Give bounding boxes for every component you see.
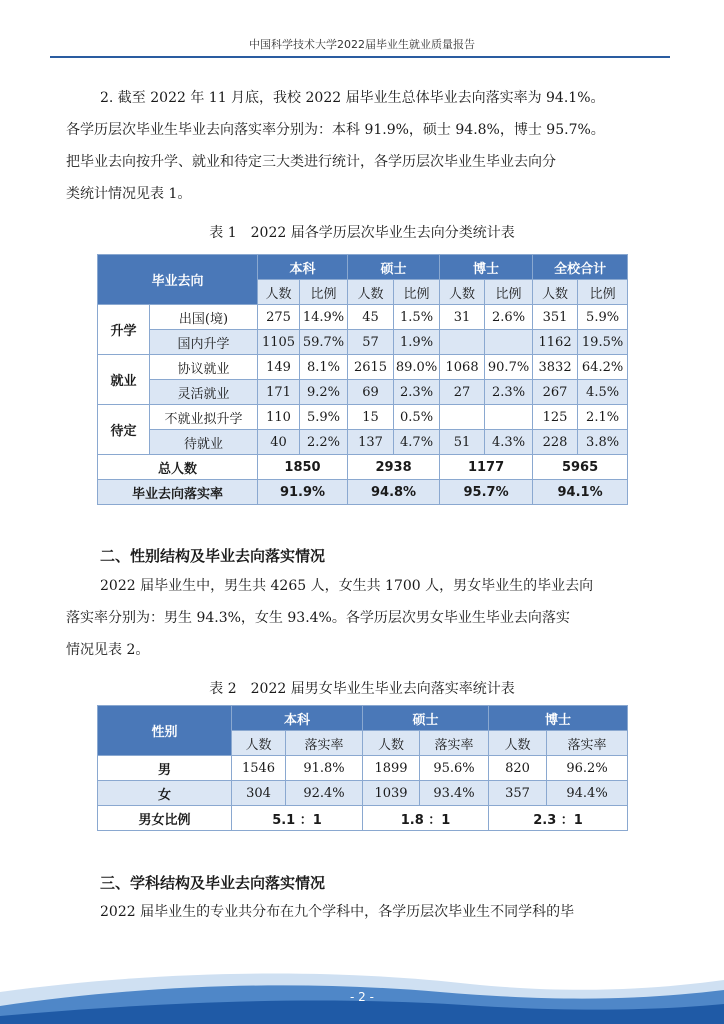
section-heading: 二、性别结构及毕业去向落实情况 bbox=[100, 547, 326, 565]
table-cell: 1039 bbox=[363, 781, 420, 806]
table2-group-header: 博士 bbox=[489, 706, 628, 731]
table-cell: 137 bbox=[348, 430, 394, 455]
footer-wave bbox=[0, 950, 724, 1024]
table-cell: 4.5% bbox=[578, 380, 628, 405]
paragraph-line: 2. 截至 2022 年 11 月底，我校 2022 届毕业生总体毕业去向落实率为 94.1%。 bbox=[100, 90, 605, 106]
table-row bbox=[98, 405, 628, 430]
paragraph-line: 2022 届毕业生中，男生共 4265 人，女生共 1700 人，男女毕业生的毕业去向 bbox=[100, 578, 594, 594]
table2 bbox=[97, 705, 628, 831]
table1-group-header: 全校合计 bbox=[533, 255, 628, 280]
table2-subheader: 人数 bbox=[363, 731, 420, 756]
table-row bbox=[98, 781, 628, 806]
table-cell: 2.2% bbox=[300, 430, 348, 455]
table-row bbox=[98, 480, 628, 505]
table-cell: 45 bbox=[348, 305, 394, 330]
table1-subheader: 比例 bbox=[394, 280, 440, 305]
table-cell bbox=[485, 405, 533, 430]
table1-category: 升学 bbox=[98, 305, 150, 355]
table2-subheader: 落实率 bbox=[286, 731, 363, 756]
table-cell: 69 bbox=[348, 380, 394, 405]
table-cell: 820 bbox=[489, 756, 547, 781]
table-cell: 90.7% bbox=[485, 355, 533, 380]
table-cell: 89.0% bbox=[394, 355, 440, 380]
table-cell bbox=[440, 330, 485, 355]
table-cell: 2938 bbox=[348, 455, 440, 480]
table2-caption: 表 2 2022 届男女毕业生毕业去向落实率统计表 bbox=[209, 681, 515, 697]
table-cell: 3.8% bbox=[578, 430, 628, 455]
table-cell: 1.9% bbox=[394, 330, 440, 355]
table1-row-label: 灵活就业 bbox=[150, 380, 258, 405]
table-cell: 96.2% bbox=[547, 756, 628, 781]
table-cell: 57 bbox=[348, 330, 394, 355]
table-cell: 9.2% bbox=[300, 380, 348, 405]
table-cell: 357 bbox=[489, 781, 547, 806]
paragraph-text: 落实率分别为：男生 94.3%，女生 93.4%。各学历层次男女毕业生毕业去向落实 bbox=[66, 610, 570, 626]
table-row bbox=[98, 355, 628, 380]
page-number: - 2 - bbox=[350, 990, 374, 1004]
paragraph-line bbox=[66, 602, 660, 634]
table-cell: 94.8% bbox=[348, 480, 440, 505]
table-cell: 0.5% bbox=[394, 405, 440, 430]
table1-corner-header: 毕业去向 bbox=[98, 255, 258, 305]
table-cell: 27 bbox=[440, 380, 485, 405]
table-cell: 267 bbox=[533, 380, 578, 405]
table2-group-header: 本科 bbox=[232, 706, 363, 731]
table-cell: 94.4% bbox=[547, 781, 628, 806]
table-cell: 15 bbox=[348, 405, 394, 430]
table-cell: 110 bbox=[258, 405, 300, 430]
table1-row-label: 国内升学 bbox=[150, 330, 258, 355]
paragraph-text: 把毕业去向按升学、就业和待定三大类进行统计，各学历层次毕业生毕业去向分 bbox=[66, 154, 556, 170]
table2-corner-header: 性别 bbox=[98, 706, 232, 756]
paragraph-text: 情况见表 2。 bbox=[66, 642, 150, 658]
table-cell: 1105 bbox=[258, 330, 300, 355]
table-cell bbox=[440, 405, 485, 430]
table-cell: 149 bbox=[258, 355, 300, 380]
table-cell: 1177 bbox=[440, 455, 533, 480]
table-row bbox=[98, 455, 628, 480]
table-cell bbox=[485, 330, 533, 355]
paragraph-text: 类统计情况见表 1。 bbox=[66, 186, 192, 202]
table2-subheader: 人数 bbox=[489, 731, 547, 756]
table-cell: 2.6% bbox=[485, 305, 533, 330]
table2-ratio-label: 男女比例 bbox=[98, 806, 232, 831]
table-cell: 1850 bbox=[258, 455, 348, 480]
paragraph-line bbox=[66, 178, 660, 210]
table-cell: 19.5% bbox=[578, 330, 628, 355]
table-cell: 228 bbox=[533, 430, 578, 455]
table-cell: 14.9% bbox=[300, 305, 348, 330]
table-cell: 2.1% bbox=[578, 405, 628, 430]
header-rule bbox=[50, 56, 670, 58]
table1-subheader: 比例 bbox=[300, 280, 348, 305]
table1-subheader: 比例 bbox=[578, 280, 628, 305]
table-cell: 171 bbox=[258, 380, 300, 405]
table1-subheader: 人数 bbox=[440, 280, 485, 305]
table2-subheader: 落实率 bbox=[420, 731, 489, 756]
table-cell: 3832 bbox=[533, 355, 578, 380]
table-cell: 1.5% bbox=[394, 305, 440, 330]
table1-category: 待定 bbox=[98, 405, 150, 455]
table-row bbox=[98, 330, 628, 355]
table-cell: 40 bbox=[258, 430, 300, 455]
table1-group-header: 本科 bbox=[258, 255, 348, 280]
table2-row-label: 女 bbox=[98, 781, 232, 806]
table-cell: 1162 bbox=[533, 330, 578, 355]
table-cell: 2.3 ：1 bbox=[489, 806, 628, 831]
table1-subheader: 人数 bbox=[348, 280, 394, 305]
table-cell: 64.2% bbox=[578, 355, 628, 380]
table1-subheader: 比例 bbox=[485, 280, 533, 305]
table1-row-label: 协议就业 bbox=[150, 355, 258, 380]
table1-row-label: 出国(境) bbox=[150, 305, 258, 330]
table-cell: 8.1% bbox=[300, 355, 348, 380]
paragraph-line bbox=[66, 114, 660, 146]
table2-group-header: 硕士 bbox=[363, 706, 489, 731]
table-cell: 1.8 ：1 bbox=[363, 806, 489, 831]
table1-group-header: 硕士 bbox=[348, 255, 440, 280]
table1-group-header: 博士 bbox=[440, 255, 533, 280]
table-cell: 2615 bbox=[348, 355, 394, 380]
table-cell: 125 bbox=[533, 405, 578, 430]
table-cell: 4.3% bbox=[485, 430, 533, 455]
table1-subheader: 人数 bbox=[258, 280, 300, 305]
table-cell: 5.1 ：1 bbox=[232, 806, 363, 831]
table-row bbox=[98, 430, 628, 455]
table1-caption: 表 1 2022 届各学历层次毕业生去向分类统计表 bbox=[209, 225, 515, 241]
table1 bbox=[97, 254, 628, 505]
table-cell: 304 bbox=[232, 781, 286, 806]
table-cell: 5.9% bbox=[300, 405, 348, 430]
table-cell: 351 bbox=[533, 305, 578, 330]
table2-row-label: 男 bbox=[98, 756, 232, 781]
table1-row-label: 不就业拟升学 bbox=[150, 405, 258, 430]
table-cell: 31 bbox=[440, 305, 485, 330]
table2-subheader: 人数 bbox=[232, 731, 286, 756]
table1-rate-label: 毕业去向落实率 bbox=[98, 480, 258, 505]
table-cell: 95.6% bbox=[420, 756, 489, 781]
table-cell: 91.8% bbox=[286, 756, 363, 781]
table-cell: 95.7% bbox=[440, 480, 533, 505]
table1-category: 就业 bbox=[98, 355, 150, 405]
table-row bbox=[98, 756, 628, 781]
table-row bbox=[98, 806, 628, 831]
table-cell: 1068 bbox=[440, 355, 485, 380]
table-cell: 275 bbox=[258, 305, 300, 330]
table1-row-label: 待就业 bbox=[150, 430, 258, 455]
table-cell: 5.9% bbox=[578, 305, 628, 330]
table-cell: 1899 bbox=[363, 756, 420, 781]
paragraph-line bbox=[66, 634, 660, 666]
table-cell: 1546 bbox=[232, 756, 286, 781]
report-header: 中国科学技术大学2022届毕业生就业质量报告 bbox=[249, 38, 475, 51]
table1-total-label: 总人数 bbox=[98, 455, 258, 480]
table2-subheader: 落实率 bbox=[547, 731, 628, 756]
section-heading: 三、学科结构及毕业去向落实情况 bbox=[100, 874, 326, 892]
table-cell: 4.7% bbox=[394, 430, 440, 455]
table-cell: 59.7% bbox=[300, 330, 348, 355]
paragraph-text: 各学历层次毕业生毕业去向落实率分别为：本科 91.9%，硕士 94.8%，博士 95.7%。 bbox=[66, 122, 605, 138]
table-cell: 2.3% bbox=[394, 380, 440, 405]
table-cell: 94.1% bbox=[533, 480, 628, 505]
table-cell: 2.3% bbox=[485, 380, 533, 405]
table-cell: 51 bbox=[440, 430, 485, 455]
paragraph-line bbox=[66, 146, 660, 178]
table1-subheader: 人数 bbox=[533, 280, 578, 305]
table-row bbox=[98, 305, 628, 330]
table-cell: 5965 bbox=[533, 455, 628, 480]
paragraph-line: 2022 届毕业生的专业共分布在九个学科中，各学历层次毕业生不同学科的毕 bbox=[100, 904, 575, 920]
table-row bbox=[98, 380, 628, 405]
table-cell: 92.4% bbox=[286, 781, 363, 806]
table-cell: 93.4% bbox=[420, 781, 489, 806]
table-cell: 91.9% bbox=[258, 480, 348, 505]
